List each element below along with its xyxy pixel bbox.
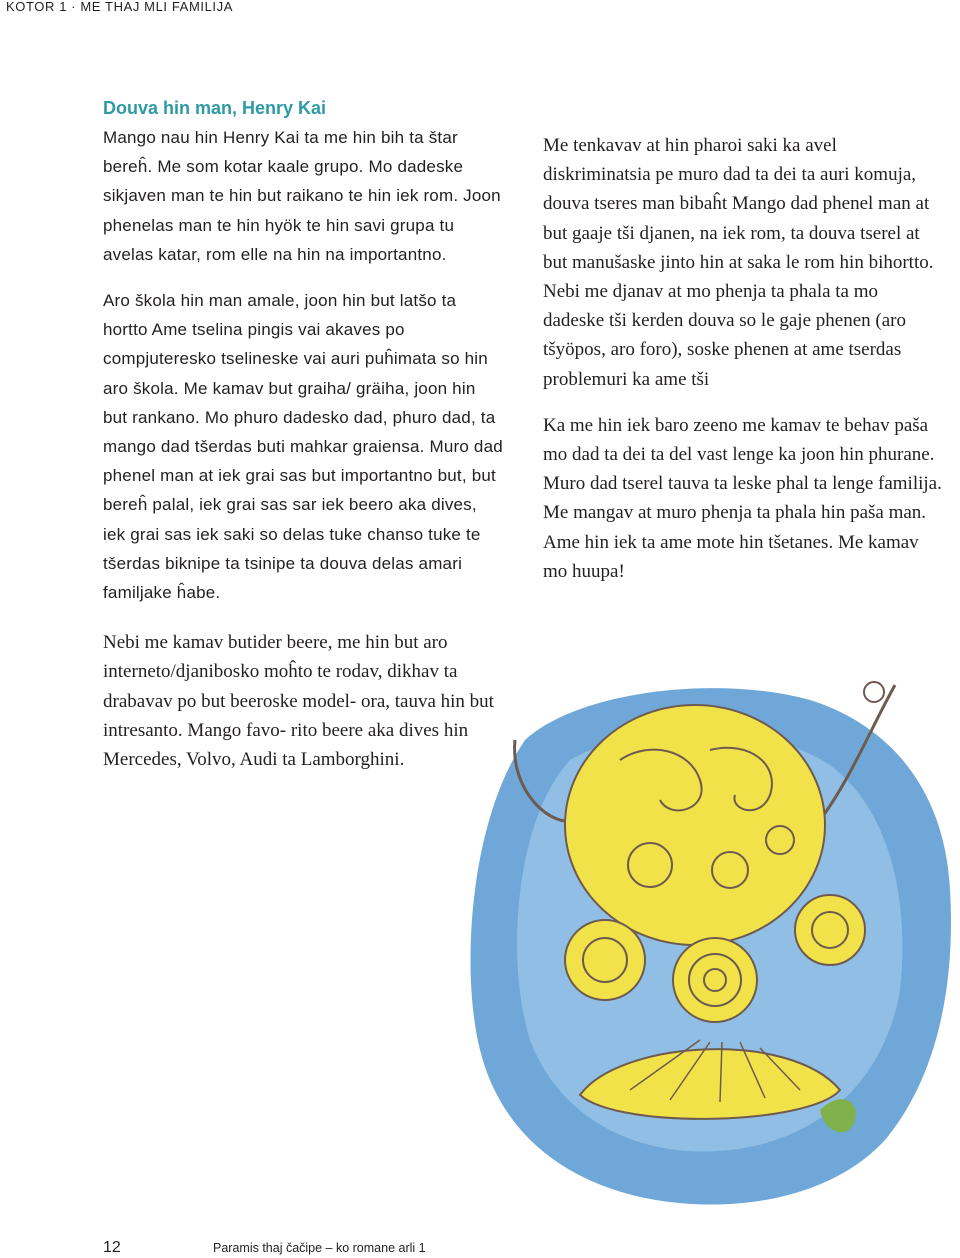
- chain-loop: [864, 682, 884, 702]
- paragraph-school: Aro škola hin man amale, joon hin but latšo ta hortto Ame tselina pingis vai akaves po compjuteresko tselineske vai auri puĥimata so hin aro škola. Me kamav but graiha/ gräiha, joon hin but rankano. Mo phuro dadesko dad, phuro dad, ta mango dad tšerdas buti mahkar graiensa. Muro dad phenel man at iek grai sas but importantno but, but bereĥ palal, iek grai sas sar iek beero aka dives, iek grai sas iek saki so delas tuke chanso tuke te tšerdas biknipe ta tsinipe ta douva delas amari familjake ĥabe.: [103, 291, 503, 603]
- running-header: KOTOR 1 · ME THAJ MLI FAMILIJA: [6, 0, 234, 14]
- paragraph-cars: Nebi me kamav butider beere, me hin but aro interneto/djanibosko moĥto te rodav, dikhav ta drabavav po but beeroske model- ora, tauva hin but intresanto. Mango favo- rito beere aka dives hin Mercedes, Volvo, Audi ta Lamborghini.: [103, 632, 494, 771]
- right-column: [543, 131, 943, 586]
- side-ring-left: [565, 920, 645, 1000]
- paragraph-discrimination: Me tenkavav at hin pharoi saki ka avel diskriminatsia pe muro dad ta dei ta auri komuja, douva tseres man bibaĥt Mango dad phenel man at but gaaje tši djanen, na iek rom, ta douva tserel at but manušaske jinto hin at saka le rom hin bihortto. Nebi me djanav at mo phenja ta phala ta mo dadeske tši kerden douva so le gaje phenen (aro tšyöpos, aro foro), soske phenen at ame tserdas problemuri ka ame tši: [543, 135, 934, 390]
- pendant-disc: [565, 705, 825, 945]
- page-number: 12: [103, 1239, 121, 1256]
- paragraph-intro: Mango nau hin Henry Kai ta me hin bih ta štar bereĥ. Me som kotar kaale grupo. Mo dadeske sikjaven man te hin but raikano te hin iek rom. Joon phenelas man te hin hyök te hin savi grupa tu avelas katar, rom elle na hin na importantno.: [103, 128, 501, 264]
- book-title: Paramis thaj čačipe – ko romane arli 1: [213, 1241, 426, 1255]
- side-ring-right: [795, 895, 865, 965]
- center-spiral: [673, 938, 757, 1022]
- paragraph-future: Ka me hin iek baro zeeno me kamav te behav paša mo dad ta dei ta del vast lenge ka joon hin phurane. Muro dad tserel tauva ta leske phal ta lenge familija. Me mangav at muro phenja ta phala hin paša man. Ame hin iek ta ame mote hin tšetanes. Me kamav mo huupa!: [543, 414, 942, 582]
- section-heading: Douva hin man, Henry Kai: [103, 98, 327, 118]
- watercolor-pendant-illustration: [430, 670, 960, 1210]
